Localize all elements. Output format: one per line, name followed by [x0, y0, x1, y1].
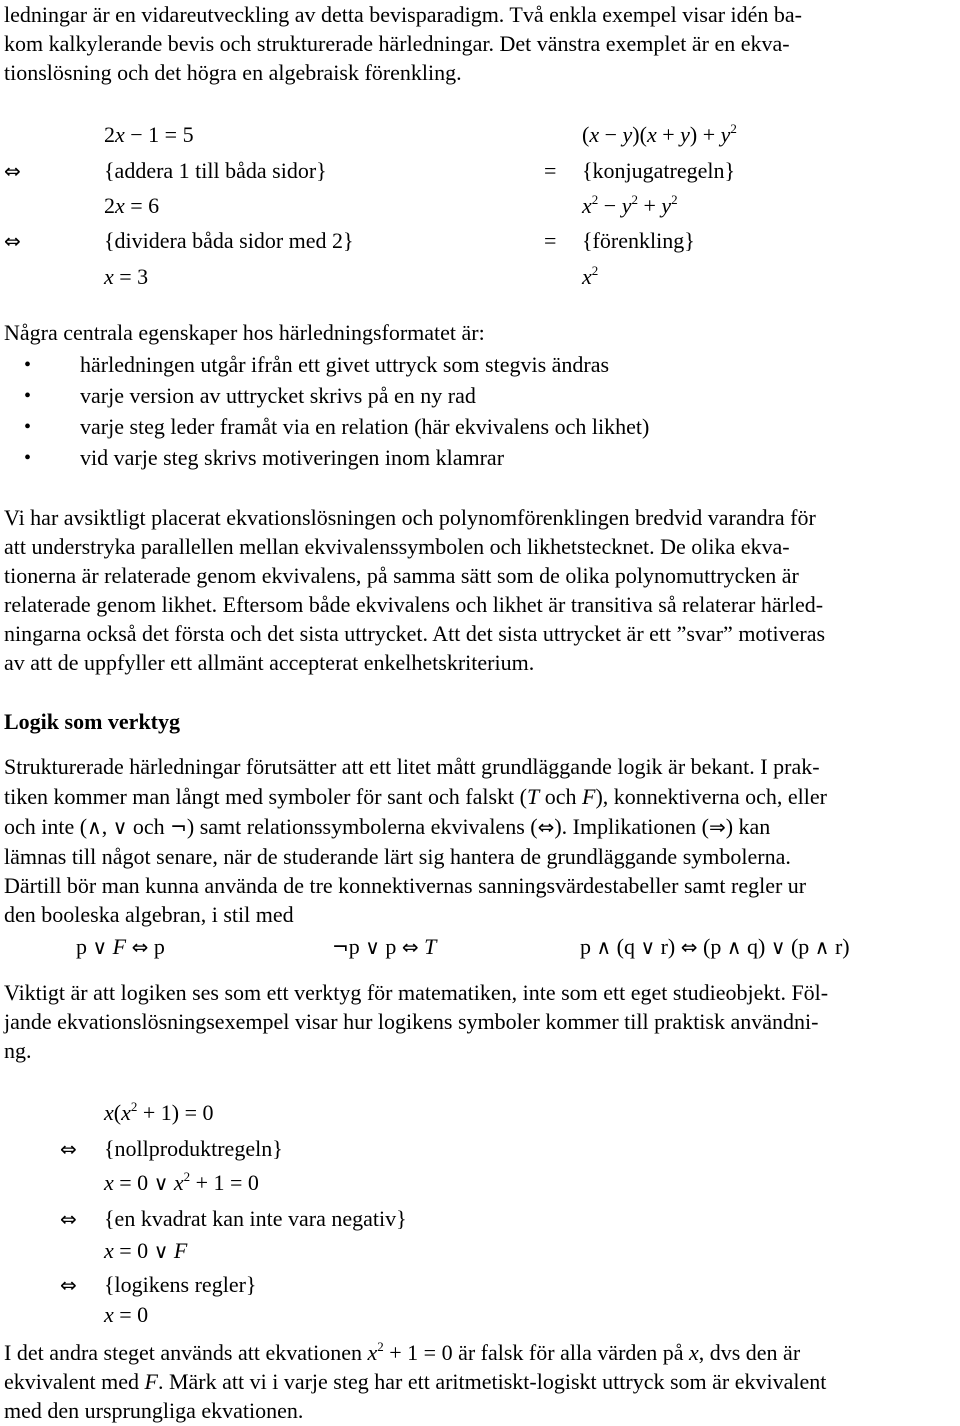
left-step-1: 2x − 1 = 5 [104, 122, 194, 147]
boolean-rule-1: p ∨ F ⇔ p [76, 934, 165, 959]
right-hint-2: {förenkling} [582, 228, 695, 253]
left-hint-2: {dividera båda sidor med 2} [104, 228, 354, 253]
logic-hint-1: {nollproduktregeln} [104, 1136, 283, 1161]
parallel-line-3: tionerna är relaterade genom ekvivalens, på samma sätt som de olika polynomuttrycken är [4, 563, 799, 588]
left-step-2: 2x = 6 [104, 193, 160, 218]
logic-line-6: den booleska algebran, i stil med [4, 902, 294, 927]
right-hint-1: {konjugatregeln} [582, 158, 736, 183]
intro-line-1: ledningar är en vidareutveckling av detta bevisparadigm. Två enkla exempel visar idén ba- [4, 2, 803, 27]
logic-line-4: lämnas till något senare, när de studerande lärt sig hantera de grundläggande symbolerna. [4, 844, 791, 869]
closing-line-3: med den ursprungliga ekvationen. [4, 1398, 304, 1423]
equivalence-icon: ⇔ [537, 815, 555, 839]
tool-line-3: ng. [4, 1038, 32, 1063]
tool-line-2: jande ekvationslösningsexempel visar hur logikens symboler kommer till praktisk användni- [4, 1009, 819, 1034]
equivalence-icon: ⇔ [60, 1207, 77, 1231]
boolean-rule-2: ¬p ∨ p ⇔ T [332, 934, 437, 959]
and-icon: ∧ [87, 815, 102, 839]
parallel-line-4: relaterade genom likhet. Eftersom både ekvivalens och likhet är transitiva så relaterar härled- [4, 592, 824, 617]
logic-line-1: Strukturerade härledningar förutsätter att ett litet mått grundläggande logik är bekant. I prak- [4, 754, 820, 779]
parallel-line-6: av att de uppfyller ett allmänt accepterat enkelhetskriterium. [4, 650, 535, 675]
logic-step-1: $x(x^2 + 1) = 0$ [104, 1099, 214, 1125]
logic-step-3: x = 0 ∨ F [104, 1238, 188, 1263]
equivalence-icon: ⇔ [60, 1273, 77, 1297]
equals-sign: = [544, 158, 557, 183]
not-icon: ¬ [170, 815, 187, 839]
intro-line-2: kom kalkylerande bevis och strukturerade härledningar. Det vänstra exemplet är en ekva- [4, 31, 790, 56]
closing-line-2: ekvivalent med F. Märk att vi i varje steg har ett aritmetiskt-logiskt uttryck som är ekvivalent [4, 1369, 827, 1394]
equivalence-icon: ⇔ [4, 159, 21, 183]
right-step-2: $x^2 - y^2 + y^2$ [582, 192, 678, 218]
tool-line-1: Viktigt är att logiken ses som ett verktyg för matematiken, inte som ett eget studieobjekt. Föl- [4, 980, 829, 1005]
logic-hint-2: {en kvadrat kan inte vara negativ} [104, 1206, 407, 1231]
parallel-line-2: att understryka parallellen mellan ekvivalenssymbolen och likhetstecknet. De olika ekva- [4, 534, 790, 559]
implies-icon: ⇒ [708, 815, 726, 839]
logic-step-2: x = 0 ∨ $x^2 + 1 = 0$ [104, 1169, 259, 1195]
properties-lead: Några centrala egenskaper hos härledningsformatet är: [4, 320, 485, 345]
list-item: • varje version av uttrycket skrivs på en ny rad [80, 381, 476, 411]
boolean-rule-3: p ∧ (q ∨ r) ⇔ (p ∧ q) ∨ (p ∧ r) [580, 934, 850, 959]
logic-line-2: tiken kommer man långt med symboler för sant och falskt (T och F), konnektiverna och, eller [4, 784, 827, 809]
right-step-1: $(x - y)(x + y) + y^2$ [582, 121, 737, 147]
intro-line-3: tionslösning och det högra en algebraisk förenkling. [4, 60, 462, 85]
left-step-3: x = 3 [104, 264, 149, 289]
list-item: • vid varje steg skrivs motiveringen inom klamrar [80, 443, 504, 473]
equivalence-icon: ⇔ [4, 229, 21, 253]
list-item: • varje steg leder framåt via en relation (här ekvivalens och likhet) [80, 412, 649, 442]
right-step-3: $x^2$ [582, 263, 599, 289]
logic-hint-3: {logikens regler} [104, 1272, 257, 1297]
logic-line-3: och inte (∧, ∨ och ¬) samt relationssymbolerna ekvivalens (⇔). Implikationen (⇒) kan [4, 814, 771, 839]
logic-line-5: Därtill bör man kunna använda de tre konnektivernas sanningsvärdestabeller samt regler ur [4, 873, 807, 898]
left-hint-1: {addera 1 till båda sidor} [104, 158, 327, 183]
equals-sign: = [544, 228, 557, 253]
or-icon: ∨ [112, 815, 128, 839]
section-heading: Logik som verktyg [4, 709, 180, 734]
logic-step-4: x = 0 [104, 1302, 149, 1327]
parallel-line-5: ningarna också det första och det sista uttrycket. Att det sista uttrycket är ett ”svar” motiveras [4, 621, 826, 646]
list-item: • härledningen utgår ifrån ett givet uttryck som stegvis ändras [80, 350, 609, 380]
equivalence-icon: ⇔ [60, 1137, 77, 1161]
closing-line-1: I det andra steget används att ekvationen $x^2 + 1 = 0$ är falsk för alla värden på x, dvs den är [4, 1339, 801, 1365]
parallel-line-1: Vi har avsiktligt placerat ekvationslösningen och polynomförenklingen bredvid varandra för [4, 505, 816, 530]
